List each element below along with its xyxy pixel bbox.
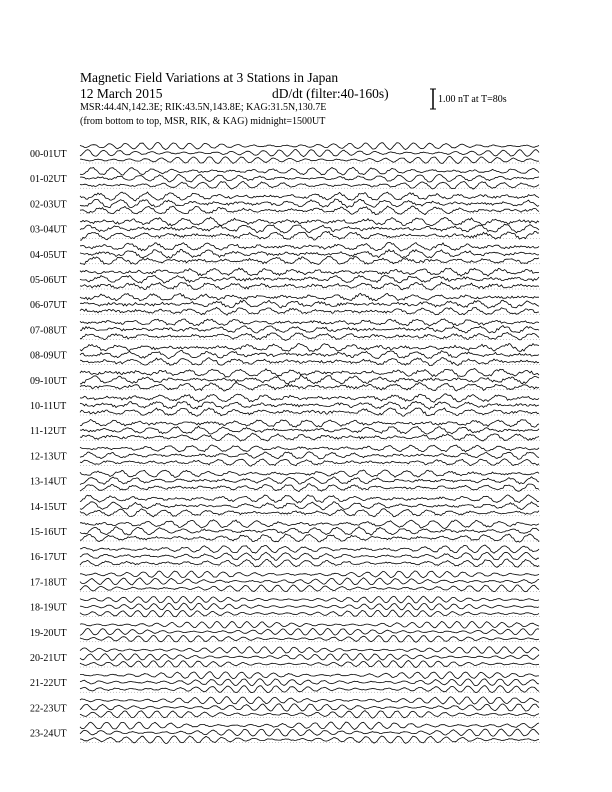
trace-kag (80, 647, 539, 654)
trace-kag (80, 268, 539, 276)
hour-label: 04-05UT (30, 249, 67, 261)
hour-label: 11-12UT (30, 426, 67, 438)
trace-msr (80, 610, 539, 617)
hour-label: 18-19UT (30, 602, 67, 614)
trace-msr (80, 736, 539, 744)
trace-rik (80, 350, 539, 358)
trace-rik (80, 654, 539, 661)
hour-label: 16-17UT (30, 552, 67, 564)
hour-label: 00-01UT (30, 149, 67, 160)
trace-rik (80, 502, 539, 510)
hour-label: 15-16UT (30, 527, 67, 538)
trace-msr (80, 157, 539, 164)
trace-kag (80, 520, 539, 529)
trace-kag (80, 571, 539, 578)
trace-kag (80, 142, 539, 149)
trace-kag (80, 217, 539, 226)
trace-msr (80, 585, 539, 592)
trace-rik (80, 704, 539, 711)
trace-kag (80, 167, 539, 175)
trace-rik (80, 249, 539, 258)
hour-label: 20-21UT (30, 653, 67, 664)
trace-msr (80, 433, 539, 441)
trace-kag (80, 293, 539, 300)
hour-label: 13-14UT (30, 476, 67, 488)
hour-label: 06-07UT (30, 300, 67, 312)
hour-label: 17-18UT (30, 577, 67, 589)
trace-kag (80, 470, 539, 477)
hour-label: 02-03UT (30, 199, 67, 211)
station-order-note: (from bottom to top, MSR, RIK, & KAG) midnight=1500UT (80, 116, 326, 127)
trace-rik (80, 603, 539, 610)
trace-kag (80, 192, 539, 201)
station-coordinates: MSR:44.4N,142.3E; RIK:43.5N,143.8E; KAG:31.5N,130.7E (80, 102, 327, 113)
trace-rik (80, 224, 539, 233)
hour-label: 14-15UT (30, 501, 67, 513)
trace-msr (80, 459, 539, 466)
trace-rik (80, 552, 539, 560)
trace-rik (80, 174, 539, 182)
data-type-label: dD/dt (filter:40-160s) (272, 86, 389, 101)
trace-kag (80, 343, 539, 351)
trace-kag (80, 495, 539, 503)
trace-kag (80, 697, 539, 705)
trace-kag (80, 369, 539, 378)
hour-label: 05-06UT (30, 275, 67, 286)
hour-label: 12-13UT (30, 451, 67, 463)
trace-kag (80, 420, 539, 428)
trace-rik (80, 149, 539, 156)
trace-rik (80, 628, 539, 635)
trace-kag (80, 545, 539, 553)
trace-rik (80, 326, 539, 333)
trace-msr (80, 181, 539, 189)
trace-rik (80, 578, 539, 585)
hour-label: 01-02UT (30, 174, 67, 186)
trace-rik (80, 300, 539, 308)
trace-rik (80, 452, 539, 459)
trace-msr (80, 686, 539, 693)
chart-title: Magnetic Field Variations at 3 Stations in Japan (80, 70, 339, 85)
trace-msr (80, 661, 539, 668)
trace-msr (80, 711, 539, 719)
trace-msr (80, 635, 539, 642)
trace-rik (80, 275, 539, 283)
trace-kag (80, 596, 539, 603)
trace-rik (80, 426, 539, 434)
trace-rik (80, 729, 539, 736)
trace-kag (80, 622, 539, 629)
hour-label: 21-22UT (30, 678, 67, 690)
hour-label: 09-10UT (30, 375, 67, 387)
trace-kag (80, 394, 539, 403)
trace-kag (80, 243, 539, 252)
scale-label: 1.00 nT at T=80s (438, 94, 507, 105)
hour-label: 08-09UT (30, 350, 67, 362)
trace-rik (80, 679, 539, 686)
trace-kag (80, 722, 539, 729)
hour-label: 03-04UT (30, 224, 67, 236)
trace-rik (80, 401, 539, 409)
trace-rik (80, 376, 539, 384)
hour-label: 19-20UT (30, 627, 67, 639)
chart-date: 12 March 2015 (80, 86, 163, 101)
hour-label: 10-11UT (30, 401, 67, 412)
hour-label: 07-08UT (30, 325, 67, 337)
trace-kag (80, 319, 539, 326)
trace-kag (80, 672, 539, 679)
hour-label: 22-23UT (30, 703, 67, 715)
hour-label: 23-24UT (30, 728, 67, 740)
trace-msr (80, 257, 539, 265)
trace-kag (80, 445, 539, 452)
